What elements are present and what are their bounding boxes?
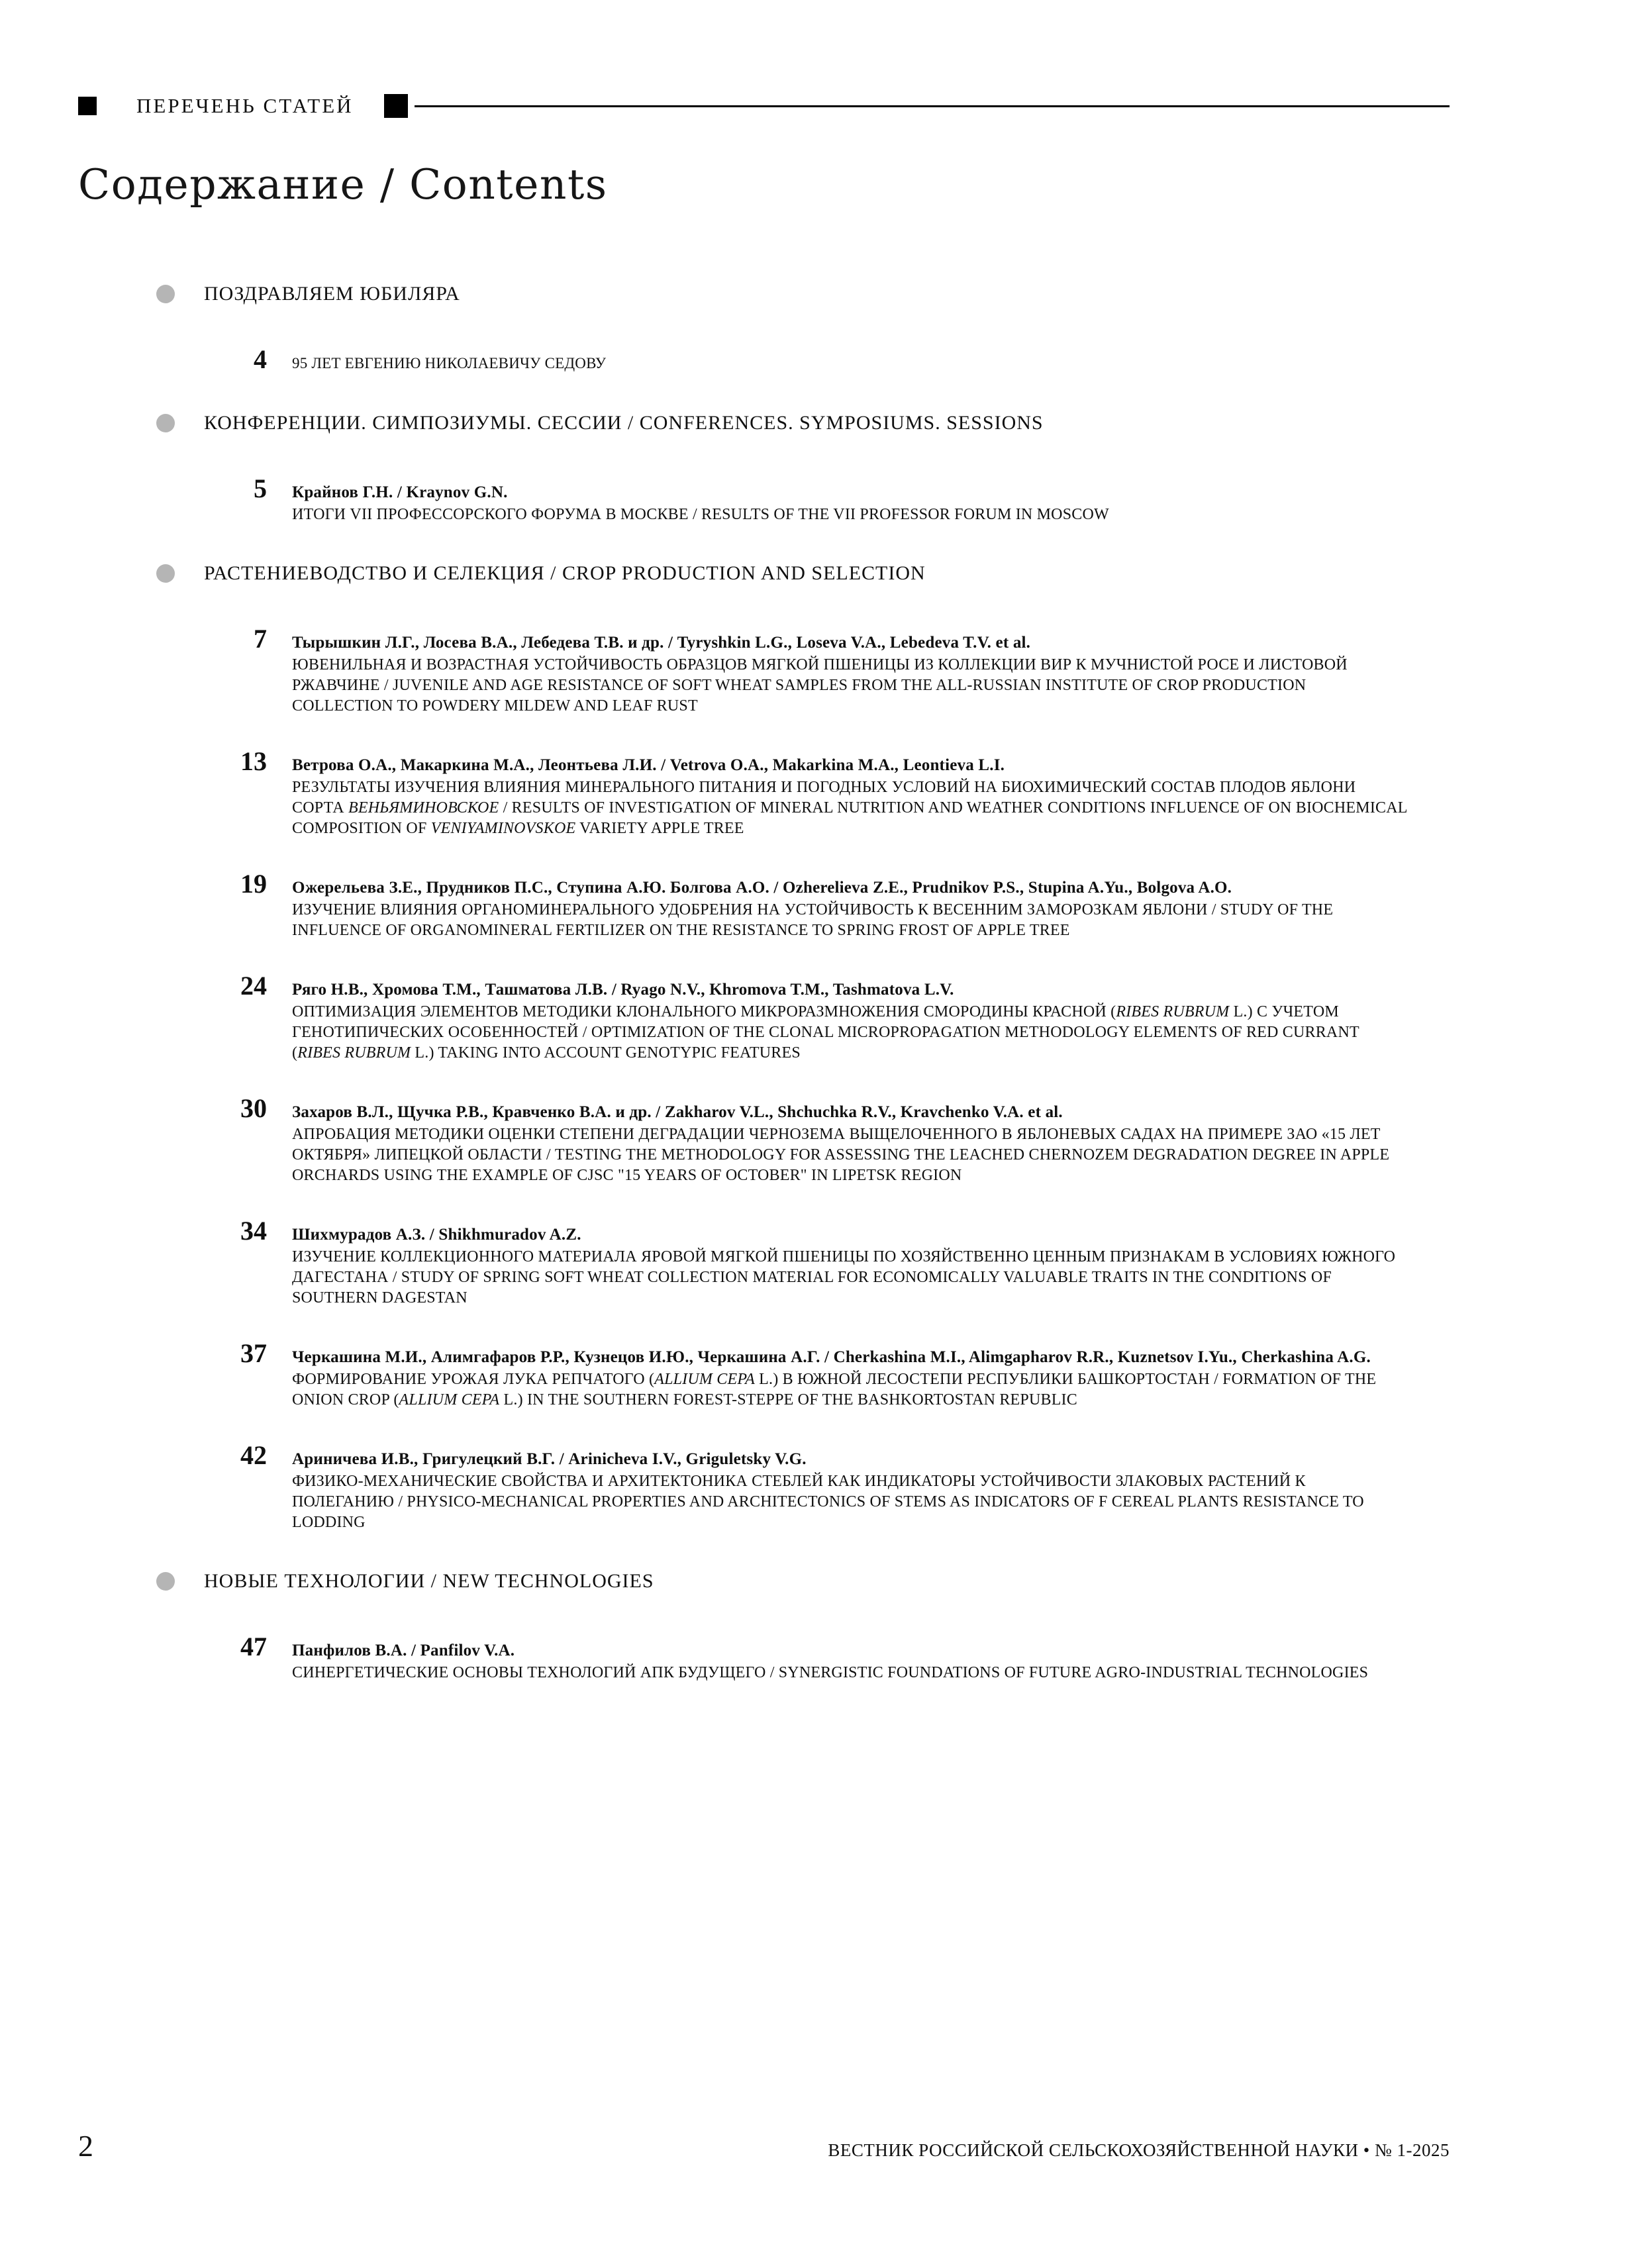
toc-entry [78, 970, 1450, 1063]
large-square-icon [384, 94, 408, 118]
entry-authors: Захаров В.Л., Щучка Р.В., Кравченко В.А. и др. / Zakharov V.L., Shchuchka R.V., Kravchenko V.A. et al. [292, 1103, 1063, 1121]
toc-entry [78, 1631, 1450, 1683]
toc-entry [78, 1215, 1450, 1308]
entry-authors: Черкашина М.И., Алимгафаров Р.Р., Кузнецов И.Ю., Черкашина А.Г. / Cherkashina M.I., Alimgapharov R.R., Kuznetsov I.Yu., Cherkashina A.G. [292, 1348, 1371, 1366]
entry-title: ОПТИМИЗАЦИЯ ЭЛЕМЕНТОВ МЕТОДИКИ КЛОНАЛЬНОГО МИКРОРАЗМНОЖЕНИЯ СМОРОДИНЫ КРАСНОЙ (RIBES RUBRUM L.) С УЧЕТОМ ГЕНОТИПИЧЕСКИХ ОСОБЕННОСТЕЙ / OPTIMIZATION OF THE CLONAL MICROPROPAGATION METHODOLOGY ELEMENTS OF RED CURRANT (RIBES RUBRUM L.) TAKING INTO ACCOUNT GENOTYPIC FEATURES [292, 1003, 1359, 1061]
entry-title: РЕЗУЛЬТАТЫ ИЗУЧЕНИЯ ВЛИЯНИЯ МИНЕРАЛЬНОГО ПИТАНИЯ И ПОГОДНЫХ УСЛОВИЙ НА БИОХИМИЧЕСКИЙ СОСТАВ ПЛОДОВ ЯБЛОНИ СОРТА ВЕНЬЯМИНОВСКОЕ / RESULTS OF INVESTIGATION OF MINERAL NUTRITION AND WEATHER CONDITIONS INFLUENCE OF ON BIOCHEMICAL COMPOSITION OF VENIYAMINOVSKOE VARIETY APPLE TREE [292, 779, 1407, 837]
entry-page-number: 34 [240, 1216, 267, 1246]
section-heading-label: РАСТЕНИЕВОДСТВО И СЕЛЕКЦИЯ / CROP PRODUCTION AND SELECTION [204, 562, 926, 584]
small-square-icon [78, 97, 97, 115]
entry-authors: Ожерельева З.Е., Прудников П.С., Ступина А.Ю. Болгова А.О. / Ozherelieva Z.E., Prudnikov P.S., Stupina A.Yu., Bolgova A.O. [292, 879, 1232, 897]
entry-body [292, 353, 606, 373]
section-heading-label: КОНФЕРЕНЦИИ. СИМПОЗИУМЫ. СЕССИИ / CONFERENCES. SYMPOSIUMS. SESSIONS [204, 412, 1044, 434]
entry-body [292, 1448, 1411, 1533]
entry-title: ИЗУЧЕНИЕ ВЛИЯНИЯ ОРГАНОМИНЕРАЛЬНОГО УДОБРЕНИЯ НА УСТОЙЧИВОСТЬ К ВЕСЕННИМ ЗАМОРОЗКАМ ЯБЛОНИ / STUDY OF THE INFLUENCE OF ORGANOMINERAL FERTILIZER ON THE RESISTANCE TO SPRING FROST OF APPLE TREE [292, 901, 1334, 939]
running-header-label: ПЕРЕЧЕНЬ СТАТЕЙ [136, 94, 354, 117]
section-heading-jubilee [78, 283, 1450, 305]
journal-footer-line: ВЕСТНИК РОССИЙСКОЙ СЕЛЬСКОХОЗЯЙСТВЕННОЙ НАУКИ • № 1-2025 [828, 2140, 1450, 2160]
entry-page-number: 30 [240, 1093, 267, 1123]
entry-page-number: 5 [254, 473, 267, 503]
entry-body [292, 1224, 1411, 1308]
section-heading-conferences [78, 412, 1450, 434]
entry-page-number: 19 [240, 869, 267, 899]
section-bullet-icon [156, 285, 175, 303]
header-rule [415, 105, 1450, 107]
entry-authors: Тырышкин Л.Г., Лосева В.А., Лебедева Т.В. и др. / Tyryshkin L.G., Loseva V.A., Lebedeva T.V. et al. [292, 634, 1031, 652]
entry-body [292, 1101, 1411, 1186]
section-heading-new-technologies [78, 1570, 1450, 1593]
folio-page-number: 2 [78, 2129, 93, 2163]
running-header [78, 94, 1450, 118]
toc-entry [78, 1093, 1450, 1186]
entry-body [292, 481, 1109, 525]
entry-title: АПРОБАЦИЯ МЕТОДИКИ ОЦЕНКИ СТЕПЕНИ ДЕГРАДАЦИИ ЧЕРНОЗЕМА ВЫЩЕЛОЧЕННОГО В ЯБЛОНЕВЫХ САДАХ НА ПРИМЕРЕ ЗАО «15 ЛЕТ ОКТЯБРЯ» ЛИПЕЦКОЙ ОБЛАСТИ / TESTING THE METHODOLOGY FOR ASSESSING THE LEACHED CHERNOZEM DEGRADATION DEGREE IN APPLE ORCHARDS USING THE EXAMPLE OF CJSC "15 YEARS OF OCTOBER" IN LIPETSK REGION [292, 1126, 1390, 1184]
entry-page-number: 4 [254, 344, 267, 374]
toc-entry [78, 868, 1450, 941]
entry-body [292, 1346, 1411, 1410]
entry-page-number: 42 [240, 1440, 267, 1470]
section-bullet-icon [156, 564, 175, 583]
entry-title: 95 ЛЕТ ЕВГЕНИЮ НИКОЛАЕВИЧУ СЕДОВУ [292, 355, 607, 371]
entry-authors: Крайнов Г.Н. / Kraynov G.N. [292, 483, 508, 501]
entry-body [292, 877, 1411, 941]
entry-title: ЮВЕНИЛЬНАЯ И ВОЗРАСТНАЯ УСТОЙЧИВОСТЬ ОБРАЗЦОВ МЯГКОЙ ПШЕНИЦЫ ИЗ КОЛЛЕКЦИИ ВИР К МУЧНИСТОЙ РОСЕ И ЛИСТОВОЙ РЖАВЧИНЕ / JUVENILE AND AGE RESISTANCE OF SOFT WHEAT SAMPLES FROM THE ALL-RUSSIAN INSTITUTE OF CROP PRODUCTION COLLECTION TO POWDERY MILDEW AND LEAF RUST [292, 656, 1348, 715]
entry-body [292, 754, 1411, 839]
toc-entry [78, 623, 1450, 716]
entry-page-number: 24 [240, 971, 267, 1001]
entry-authors: Ряго Н.В., Хромова Т.М., Ташматова Л.В. / Ryago N.V., Khromova T.M., Tashmatova L.V. [292, 981, 954, 999]
section-heading-label: ПОЗДРАВЛЯЕМ ЮБИЛЯРА [204, 283, 460, 305]
section-bullet-icon [156, 414, 175, 432]
entry-title: ФИЗИКО-МЕХАНИЧЕСКИЕ СВОЙСТВА И АРХИТЕКТОНИКА СТЕБЛЕЙ КАК ИНДИКАТОРЫ УСТОЙЧИВОСТИ ЗЛАКОВЫХ РАСТЕНИЙ К ПОЛЕГАНИЮ / PHYSICO-MECHANICAL PROPERTIES AND ARCHITECTONICS OF STEMS AS INDICATORS OF F CEREAL PLANTS RESISTANCE TO LODDING [292, 1473, 1364, 1531]
toc-entry [78, 746, 1450, 839]
entry-body [292, 979, 1411, 1063]
entry-title: ФОРМИРОВАНИЕ УРОЖАЯ ЛУКА РЕПЧАТОГО (ALLIUM CEPA L.) В ЮЖНОЙ ЛЕСОСТЕПИ РЕСПУБЛИКИ БАШКОРТОСТАН / FORMATION OF THE ONION CROP (ALLIUM CEPA L.) IN THE SOUTHERN FOREST-STEPPE OF THE BASHKORTOSTAN REPUBLIC [292, 1371, 1377, 1408]
entry-title: ИТОГИ VII ПРОФЕССОРСКОГО ФОРУМА В МОСКВЕ / RESULTS OF THE VII PROFESSOR FORUM IN MOSCOW [292, 506, 1109, 523]
toc-entry [78, 1338, 1450, 1410]
page-footer [78, 2128, 1450, 2163]
entry-body [292, 1640, 1368, 1683]
toc-entry [78, 473, 1450, 525]
entry-page-number: 13 [240, 746, 267, 776]
entry-page-number: 37 [240, 1338, 267, 1368]
entry-authors: Ариничева И.В., Григулецкий В.Г. / Arinicheva I.V., Griguletsky V.G. [292, 1450, 807, 1468]
entry-title: ИЗУЧЕНИЕ КОЛЛЕКЦИОННОГО МАТЕРИАЛА ЯРОВОЙ МЯГКОЙ ПШЕНИЦЫ ПО ХОЗЯЙСТВЕННО ЦЕННЫМ ПРИЗНАКАМ В УСЛОВИЯХ ЮЖНОГО ДАГЕСТАНА / STUDY OF SPRING SOFT WHEAT COLLECTION MATERIAL FOR ECONOMICALLY VALUABLE TRAITS IN THE CONDITIONS OF SOUTHERN DAGESTAN [292, 1248, 1396, 1307]
section-heading-label: НОВЫЕ ТЕХНОЛОГИИ / NEW TECHNOLOGIES [204, 1570, 654, 1592]
toc-entry [78, 1440, 1450, 1533]
toc-entry [78, 344, 1450, 375]
entry-page-number: 47 [240, 1632, 267, 1661]
section-heading-crop-production [78, 562, 1450, 585]
entry-page-number: 7 [254, 624, 267, 654]
entry-authors: Панфилов В.А. / Panfilov V.A. [292, 1642, 515, 1659]
entry-title: СИНЕРГЕТИЧЕСКИЕ ОСНОВЫ ТЕХНОЛОГИЙ АПК БУДУЩЕГО / SYNERGISTIC FOUNDATIONS OF FUTURE AGRO-INDUSTRIAL TECHNOLOGIES [292, 1664, 1369, 1681]
entry-authors: Ветрова О.А., Макаркина М.А., Леонтьева Л.И. / Vetrova O.A., Makarkina M.A., Leontieva L.I. [292, 756, 1005, 774]
entry-body [292, 632, 1411, 716]
page-title: Содержание / Contents [78, 160, 608, 209]
entry-authors: Шихмурадов А.З. / Shikhmuradov A.Z. [292, 1226, 581, 1244]
section-bullet-icon [156, 1572, 175, 1591]
